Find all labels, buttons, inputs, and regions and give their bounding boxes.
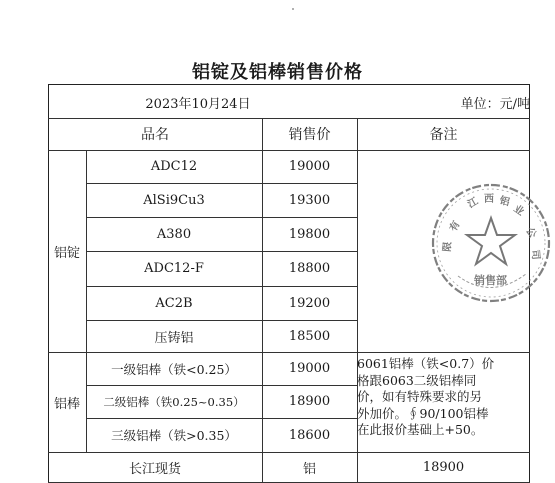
remark-line: 格跟6063二级铝棒同 (357, 372, 477, 388)
product-name: ADC12-F (144, 261, 204, 276)
product-name: 三级铝棒（铁>0.35） (111, 428, 237, 443)
product-name: AC2B (155, 295, 193, 311)
product-price: 18900 (288, 394, 331, 409)
price-unit: 单位：元/吨 (460, 96, 530, 112)
rod-remarks (357, 356, 525, 439)
page-mark (292, 8, 294, 10)
group-label-rod: 铝棒 (53, 396, 80, 412)
svg-text:销售部: 销售部 (474, 274, 507, 287)
product-price: 19300 (288, 192, 331, 208)
spot-price: 18900 (422, 459, 465, 475)
svg-text:江: 江 (466, 196, 481, 211)
remark-line: 6061铝棒（铁<0.7）价 (357, 356, 495, 371)
product-price: 18600 (288, 427, 331, 443)
document-title: 铝锭及铝棒销售价格 (192, 62, 363, 83)
product-name: A380 (156, 226, 192, 242)
product-name: 二级铝棒（铁0.25~0.35） (103, 394, 245, 409)
company-seal-stamp (428, 180, 554, 306)
product-price: 19000 (288, 361, 331, 376)
spot-market-label: 长江现货 (128, 461, 181, 477)
svg-text:业: 业 (511, 203, 526, 219)
product-name: 压铸铝 (154, 330, 194, 346)
svg-text:铝: 铝 (498, 195, 511, 209)
product-name: ADC12 (150, 159, 198, 174)
header-sale-price: 销售价 (288, 127, 331, 143)
report-date: 2023年10月24日 (145, 96, 251, 112)
product-price: 19000 (288, 159, 331, 174)
spot-metal: 铝 (302, 461, 316, 477)
product-price: 18800 (288, 261, 331, 276)
header-remarks: 备注 (429, 127, 458, 143)
remark-line: 在此报价基础上+50。 (357, 422, 484, 437)
svg-text:司: 司 (529, 249, 541, 261)
svg-text:公: 公 (523, 226, 538, 241)
svg-text:限: 限 (442, 241, 454, 253)
product-price: 19200 (288, 295, 331, 311)
svg-text:有: 有 (448, 219, 463, 234)
product-price: 18500 (288, 328, 331, 344)
product-price: 19800 (288, 226, 331, 242)
remark-line: 外加价。∮90/100铝棒 (357, 405, 489, 421)
product-name: 一级铝棒（铁<0.25） (111, 361, 237, 377)
group-label-ingot: 铝锭 (53, 245, 80, 261)
svg-text:西: 西 (484, 194, 494, 205)
remark-line: 价，如有特殊要求的另 (357, 389, 483, 404)
product-name: AlSi9Cu3 (143, 192, 205, 208)
header-product-name: 品名 (141, 127, 169, 143)
